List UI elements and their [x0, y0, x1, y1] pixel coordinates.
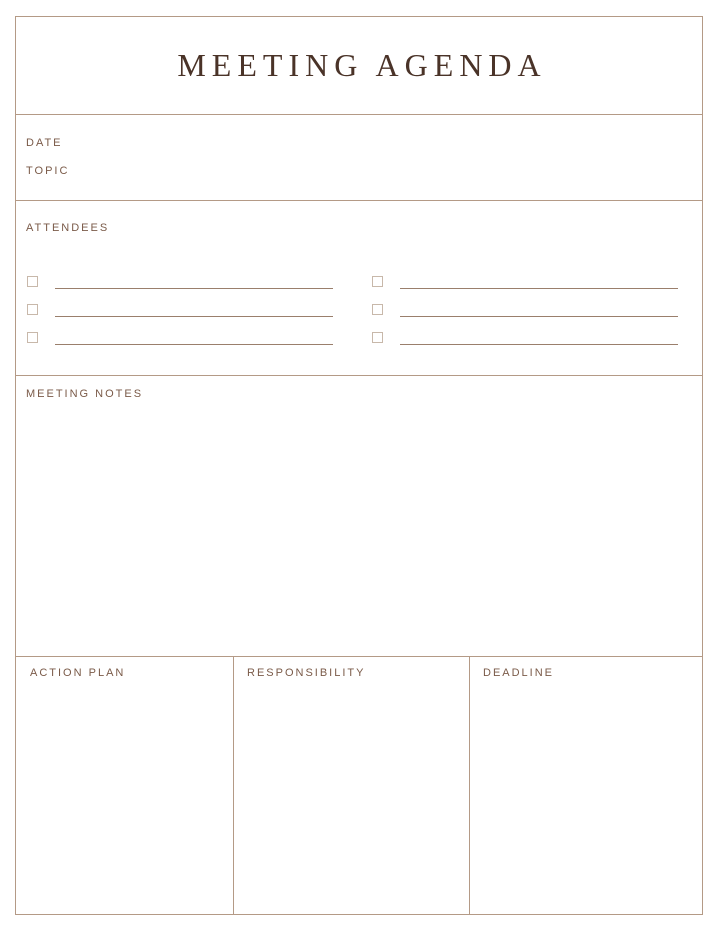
action-plan-header: ACTION PLAN	[30, 667, 126, 679]
action-plan-table	[16, 657, 702, 914]
attendee-line[interactable]	[55, 316, 333, 317]
attendee-row[interactable]	[372, 329, 678, 345]
column-divider	[469, 657, 470, 914]
attendee-checkbox[interactable]	[372, 304, 383, 315]
attendee-line[interactable]	[400, 288, 678, 289]
column-divider	[233, 657, 234, 914]
attendee-row[interactable]	[27, 273, 333, 289]
agenda-sheet	[15, 16, 703, 915]
responsibility-header: RESPONSIBILITY	[247, 667, 366, 679]
attendee-row[interactable]	[372, 273, 678, 289]
attendee-line[interactable]	[55, 344, 333, 345]
attendee-row[interactable]	[27, 301, 333, 317]
page-title: MEETING AGENDA	[177, 47, 547, 83]
topic-label: TOPIC	[26, 165, 70, 177]
deadline-header: DEADLINE	[483, 667, 555, 679]
title-section	[16, 17, 702, 115]
info-section	[16, 115, 702, 201]
meeting-notes-section[interactable]	[16, 376, 702, 657]
attendee-row[interactable]	[27, 329, 333, 345]
attendee-line[interactable]	[400, 316, 678, 317]
attendee-checkbox[interactable]	[27, 276, 38, 287]
attendees-section	[16, 201, 702, 376]
attendee-checkbox[interactable]	[372, 332, 383, 343]
attendee-line[interactable]	[55, 288, 333, 289]
attendee-line[interactable]	[400, 344, 678, 345]
date-label: DATE	[26, 137, 63, 149]
attendee-checkbox[interactable]	[27, 332, 38, 343]
meeting-notes-label: MEETING NOTES	[26, 388, 144, 400]
attendees-label: ATTENDEES	[26, 222, 110, 234]
attendee-checkbox[interactable]	[27, 304, 38, 315]
attendee-checkbox[interactable]	[372, 276, 383, 287]
attendee-row[interactable]	[372, 301, 678, 317]
